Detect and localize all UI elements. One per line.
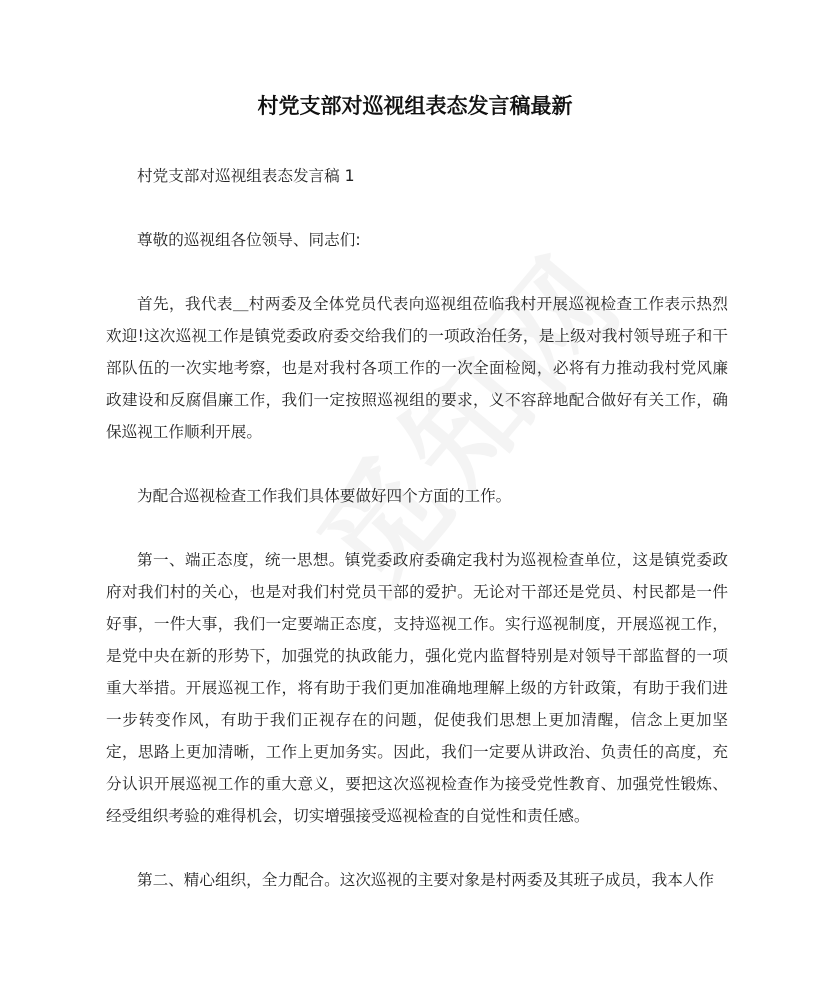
salutation-paragraph: 尊敬的巡视组各位领导、同志们: xyxy=(137,231,361,249)
point-one-paragraph: 第一、端正态度，统一思想。镇党委政府委确定我村为巡视检查单位，这是镇党委政府对我们村的关心，也是对我们村党员干部的爱护。无论对干部还是党员、村民都是一件好事，一件大事，我们一定要端正态度，支持巡视工作。实行巡视制度，开展巡视工作，是党中央在新的形势下，加强党的执政能力，强化党内监督特别是对领导干部监督的一项重大举措。开展巡视工作，将有助于我们更加准确地理解上级的方针政策，有助于我们进一步转变作风，有助于我们正视存在的问题，促使我们思想上更加清醒，信念上更加坚定，思路上更加清晰，工作上更加务实。因此，我们一定要从讲政治、负责任的高度，充分认识开展巡视工作的重大意义，要把这次巡视检查作为接受党性教育、加强党性锻炼、经受组织考验的难得机会，切实增强接受巡视检查的自觉性和责任感。 xyxy=(106,551,728,825)
point-two-paragraph: 第二、精心组织，全力配合。这次巡视的主要对象是村两委及其班子成员，我本人作 xyxy=(137,871,714,889)
document-title: 村党支部对巡视组表态发言稿最新 xyxy=(257,94,573,118)
opening-paragraph: 首先，我代表＿村两委及全体党员代表向巡视组莅临我村开展巡视检查工作表示热烈欢迎!这次巡视工作是镇党委政府委交给我们的一项政治任务，是上级对我村领导班子和干部队伍的一次实地考察，也是对我村各项工作的一次全面检阅，必将有力推动我村党风廉政建设和反腐倡廉工作，我们一定按照巡视组的要求，义不容辞地配合做好有关工作，确保巡视工作顺利开展。 xyxy=(106,295,728,441)
overview-paragraph: 为配合巡视检查工作我们具体要做好四个方面的工作。 xyxy=(137,487,512,505)
document-body xyxy=(106,160,728,928)
document-subtitle: 村党支部对巡视组表态发言稿 1 xyxy=(137,167,355,185)
